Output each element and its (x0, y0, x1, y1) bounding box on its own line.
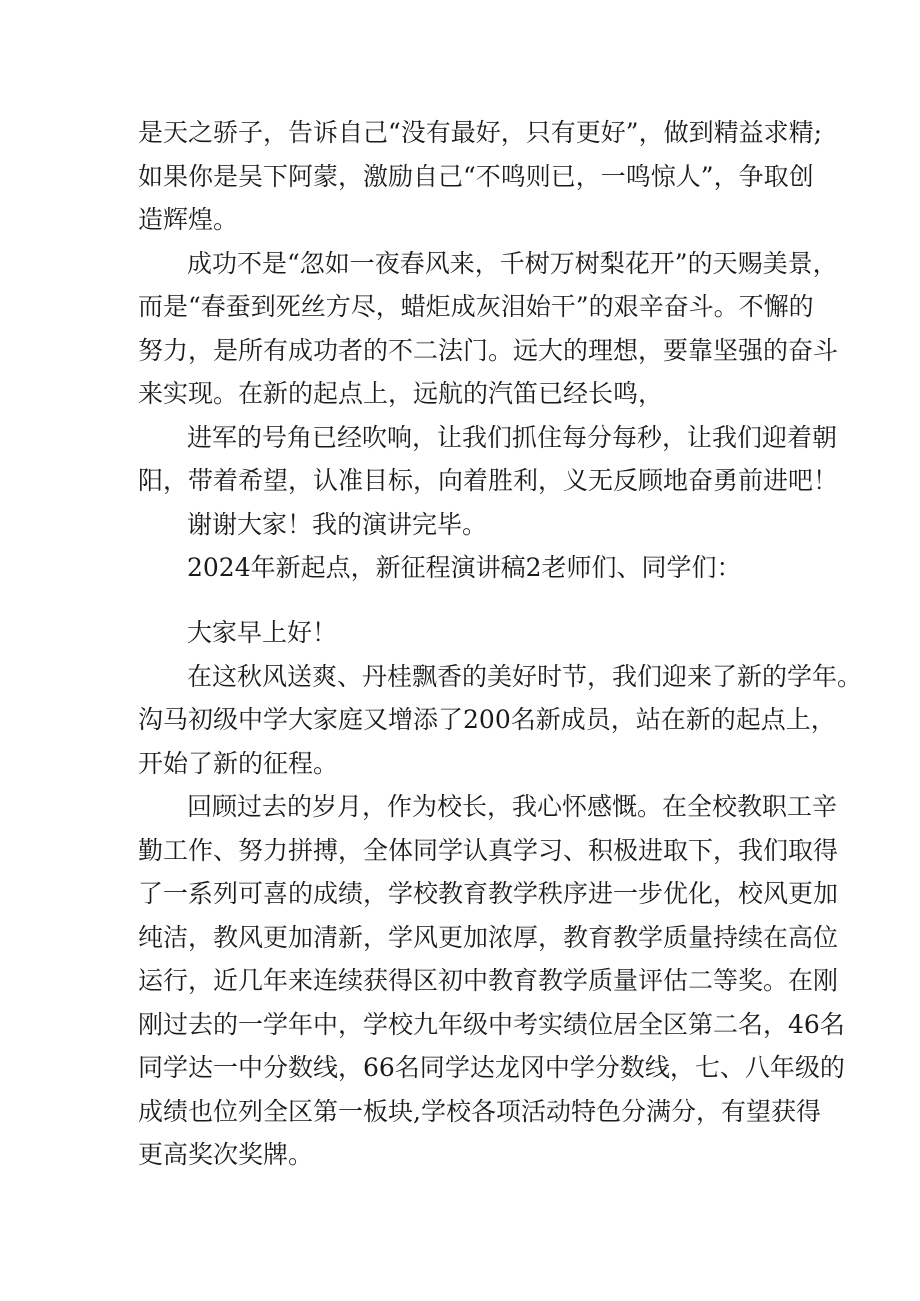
text-line: 同学达一中分数线，66名同学达龙冈中学分数线，七、八年级的 (138, 1053, 845, 1082)
text-line: 而是“春蚕到死丝方尽，蜡炬成灰泪始干”的艰辛奋斗。不懈的 (138, 292, 814, 321)
text-line: 回顾过去的岁月，作为校长，我心怀感慨。在全校教职工辛 (187, 792, 838, 821)
text-line: 是天之骄子，告诉自己“没有最好，只有更好”，做到精益求精; (138, 118, 822, 147)
text-line: 成绩也位列全区第一板块,学校各项活动特色分满分，有望获得 (138, 1097, 821, 1126)
text-line: 如果你是吴下阿蒙，激励自己“不鸣则已，一鸣惊人”，争取创 (138, 162, 814, 191)
text-line: 努力，是所有成功者的不二法门。远大的理想，要靠坚强的奋斗 (138, 336, 839, 365)
text-line: 刚过去的一学年中，学校九年级中考实绩位居全区第二名，46名 (138, 1010, 845, 1039)
text-line: 谢谢大家！我的演讲完毕。 (187, 510, 488, 539)
text-line: 在这秋风送爽、丹桂飘香的美好时节，我们迎来了新的学年。 (187, 662, 863, 691)
text-line: 更高奖次奖牌。 (138, 1140, 314, 1169)
text-line: 了一系列可喜的成绩，学校教育教学秩序进一步优化，校风更加 (138, 879, 839, 908)
text-line: 勤工作、努力拼搏，全体同学认真学习、积极进取下，我们取得 (138, 836, 839, 865)
text-line: 沟马初级中学大家庭又增添了200名新成员，站在新的起点上， (138, 705, 836, 734)
text-line: 纯洁，教风更加清新，学风更加浓厚，教育教学质量持续在高位 (138, 923, 839, 952)
text-line: 运行，近几年来连续获得区初中教育教学质量评估二等奖。在刚 (138, 966, 839, 995)
text-line: 进军的号角已经吹响，让我们抓住每分每秒，让我们迎着朝 (187, 423, 838, 452)
text-line: 造辉煌。 (138, 205, 239, 234)
text-line: 开始了新的征程。 (138, 749, 339, 778)
text-line: 成功不是“忽如一夜春风来，千树万树梨花开”的天赐美景， (187, 249, 838, 278)
text-line: 大家早上好！ (187, 618, 338, 647)
text-line: 来实现。在新的起点上，远航的汽笛已经长鸣， (138, 379, 664, 408)
text-line: 阳，带着希望，认准目标，向着胜利，义无反顾地奋勇前进吧！ (138, 466, 839, 495)
section-heading: 2024年新起点，新征程演讲稿2老师们、同学们： (187, 553, 742, 582)
